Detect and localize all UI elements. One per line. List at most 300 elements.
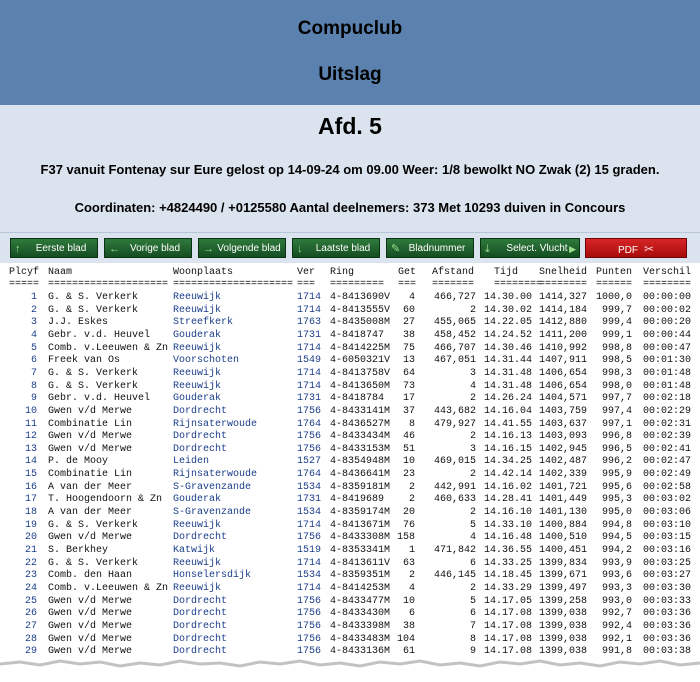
- section-title: Afd. 5: [318, 113, 382, 139]
- cell-residence[interactable]: Reeuwijk: [173, 519, 222, 531]
- cell-name[interactable]: T. Hoogendoorn & Zn: [48, 494, 163, 506]
- cell-name[interactable]: G. & S. Verkerk: [48, 380, 139, 392]
- cell-place: 19: [24, 519, 37, 531]
- cell-speed: 1403,093: [539, 431, 588, 443]
- cell-ring: 4-8413690V: [330, 292, 391, 303]
- cell-ring: 4-8433434M: [330, 431, 391, 443]
- cell-place: 2: [30, 304, 37, 316]
- cell-place: 20: [24, 532, 37, 544]
- cell-place: 21: [24, 545, 37, 556]
- arrow-up-icon: ↑: [15, 243, 21, 255]
- cell-speed: 1399,497: [539, 582, 588, 594]
- cell-points: 993,9: [601, 557, 632, 569]
- cell-points: 992,1: [601, 633, 632, 645]
- cell-name[interactable]: Comb. den Haan: [48, 570, 133, 582]
- cell-residence[interactable]: Rijnsaterwoude: [173, 469, 258, 481]
- cell-ring: 4-8433141M: [330, 405, 391, 417]
- col-ver: Ver: [297, 267, 316, 278]
- cell-residence[interactable]: Voorschoten: [173, 355, 240, 367]
- table-row: [0, 506, 700, 519]
- cell-arrival-time: 14.16.15: [484, 443, 533, 455]
- cell-difference: 00:03:06: [643, 507, 692, 519]
- cell-distance: 9: [469, 646, 476, 658]
- cell-speed: 1399,038: [539, 646, 588, 658]
- table-row: [0, 531, 700, 544]
- cell-difference: 00:03:36: [643, 633, 692, 645]
- cell-speed: 1402,339: [539, 469, 588, 481]
- cell-entered: 10: [402, 595, 415, 607]
- cell-residence[interactable]: Dordrecht: [173, 633, 228, 645]
- cell-entered: 73: [402, 380, 415, 392]
- cell-distance: 2: [469, 431, 476, 443]
- cell-club-number: 1714: [297, 380, 322, 392]
- cell-club-number: 1756: [297, 620, 322, 632]
- header-banner: [0, 0, 700, 105]
- cell-speed: 1401,130: [539, 507, 588, 519]
- cell-entered: 13: [402, 355, 415, 367]
- cell-name[interactable]: Gwen v/d Merwe: [48, 595, 133, 607]
- results-table: [0, 264, 700, 682]
- cell-ring: 4-8435008M: [330, 317, 391, 329]
- cell-points: 998,8: [601, 342, 632, 354]
- cell-ring: 4-8433477M: [330, 595, 391, 607]
- cell-arrival-time: 14.33.25: [484, 557, 533, 569]
- cell-place: 6: [30, 355, 37, 367]
- cell-arrival-time: 14.34.25: [484, 456, 533, 468]
- cell-entered: 158: [396, 532, 415, 544]
- cell-name[interactable]: G. & S. Verkerk: [48, 519, 139, 531]
- torn-edge: [0, 654, 700, 682]
- cell-name[interactable]: Freek van Os: [48, 355, 121, 367]
- cell-name[interactable]: Gebr. v.d. Heuvel: [48, 329, 151, 341]
- cell-ring: 4-8418747: [330, 329, 385, 341]
- cell-club-number: 1714: [297, 292, 322, 303]
- table-row: [0, 468, 700, 481]
- next-page-label: Volgende blad: [217, 243, 281, 254]
- col-naam: Naam: [48, 267, 73, 278]
- cell-arrival-time: 14.17.08: [484, 620, 533, 632]
- cell-club-number: 1731: [297, 393, 322, 405]
- cell-ring: 4-8413611V: [330, 557, 391, 569]
- cell-place: 26: [24, 608, 37, 620]
- cell-distance: 467,051: [433, 355, 476, 367]
- pdf-button[interactable]: [585, 238, 687, 258]
- cell-speed: 1399,038: [539, 608, 588, 620]
- cell-residence[interactable]: Rijnsaterwoude: [173, 418, 258, 430]
- cell-distance: 471,842: [433, 545, 476, 556]
- cell-club-number: 1714: [297, 582, 322, 594]
- cell-residence[interactable]: Katwijk: [173, 545, 216, 556]
- cell-difference: 00:02:31: [643, 418, 692, 430]
- cell-distance: 5: [469, 595, 476, 607]
- cell-ring: 4-8413758V: [330, 367, 391, 379]
- cell-residence[interactable]: Streefkerk: [173, 317, 234, 329]
- cell-club-number: 1534: [297, 507, 322, 519]
- cell-arrival-time: 14.31.48: [484, 367, 533, 379]
- cell-residence[interactable]: S-Gravenzande: [173, 481, 252, 493]
- cell-club-number: 1756: [297, 431, 322, 443]
- cell-ring: 4-8413650M: [330, 380, 391, 392]
- cell-distance: 4: [469, 532, 476, 544]
- cell-residence[interactable]: Dordrecht: [173, 620, 228, 632]
- next-page-button[interactable]: [198, 238, 286, 258]
- cell-distance: 442,991: [433, 481, 476, 493]
- cell-club-number: 1756: [297, 608, 322, 620]
- cell-name[interactable]: P. de Mooy: [48, 456, 109, 468]
- cell-place: 14: [24, 456, 37, 468]
- cell-place: 3: [30, 317, 37, 329]
- cell-arrival-time: 14.30.02: [484, 304, 533, 316]
- cell-ring: 4-8413671M: [330, 519, 391, 531]
- cell-residence[interactable]: Leiden: [173, 456, 210, 468]
- previous-page-button[interactable]: [104, 238, 192, 258]
- cell-ring: 4-8436527M: [330, 418, 391, 430]
- cell-ring: 4-6050321V: [330, 355, 391, 367]
- table-row: [0, 329, 700, 342]
- cell-points: 994,5: [601, 532, 632, 544]
- cell-difference: 00:01:48: [643, 380, 692, 392]
- cell-arrival-time: 14.42.14: [484, 469, 533, 481]
- cell-club-number: 1519: [297, 545, 322, 556]
- cell-distance: 8: [469, 633, 476, 645]
- cell-difference: 00:02:47: [643, 456, 692, 468]
- cell-residence[interactable]: Honselersdijk: [173, 570, 252, 582]
- cell-distance: 5: [469, 519, 476, 531]
- cell-place: 9: [30, 393, 37, 405]
- col-woonplaats: Woonplaats: [173, 267, 234, 278]
- cell-ring: 4-8433483M: [330, 633, 391, 645]
- cell-entered: 10: [402, 456, 415, 468]
- cell-place: 8: [30, 380, 37, 392]
- cell-name[interactable]: Gwen v/d Merwe: [48, 646, 133, 658]
- cell-difference: 00:03:27: [643, 570, 692, 582]
- flight-info: F37 vanuit Fontenay sur Eure gelost op 14-09-24 om 09.00 Weer: 1/8 bewolkt NO Zwak (2) 15 graden.: [40, 162, 660, 177]
- cell-club-number: 1756: [297, 532, 322, 544]
- arrow-left-icon: ←: [109, 243, 120, 255]
- cell-speed: 1400,451: [539, 545, 588, 556]
- col-plcyf: Plcyf: [9, 267, 40, 278]
- cell-points: 998,5: [601, 355, 632, 367]
- cell-arrival-time: 14.17.05: [484, 595, 533, 607]
- cell-distance: 2: [469, 507, 476, 519]
- cell-arrival-time: 14.18.45: [484, 570, 533, 582]
- cell-arrival-time: 14.16.13: [484, 431, 533, 443]
- cell-name[interactable]: G. & S. Verkerk: [48, 367, 139, 379]
- search-icon: ✎: [391, 243, 401, 255]
- cell-arrival-time: 14.17.08: [484, 646, 533, 658]
- cell-residence[interactable]: Dordrecht: [173, 608, 228, 620]
- cell-name[interactable]: G. & S. Verkerk: [48, 292, 139, 303]
- cell-distance: 6: [469, 608, 476, 620]
- underline-afstand: =======: [432, 279, 475, 290]
- cell-entered: 20: [402, 507, 415, 519]
- cell-arrival-time: 14.22.05: [484, 317, 533, 329]
- col-punten: Punten: [596, 267, 633, 278]
- cell-arrival-time: 14.16.10: [484, 507, 533, 519]
- cell-residence[interactable]: S-Gravenzande: [173, 507, 252, 519]
- cell-residence[interactable]: Dordrecht: [173, 431, 228, 443]
- underline-ver: ===: [297, 279, 316, 290]
- cell-club-number: 1731: [297, 329, 322, 341]
- cell-speed: 1407,911: [539, 355, 588, 367]
- cell-difference: 00:03:25: [643, 557, 692, 569]
- cell-speed: 1399,834: [539, 557, 588, 569]
- coordinates-info: Coordinaten: +4824490 / +0125580 Aantal deelnemers: 373 Met 10293 duiven in Concours: [74, 200, 626, 215]
- cell-name[interactable]: A van der Meer: [48, 507, 133, 519]
- cell-residence[interactable]: Dordrecht: [173, 646, 228, 658]
- cell-name[interactable]: Combinatie Lin: [48, 418, 133, 430]
- cell-place: 5: [30, 342, 37, 354]
- cell-club-number: 1756: [297, 646, 322, 658]
- cell-entered: 64: [402, 367, 415, 379]
- underline-tijd: ========: [494, 279, 543, 290]
- cell-residence[interactable]: Reeuwijk: [173, 342, 222, 354]
- cell-points: 999,4: [601, 317, 632, 329]
- cell-entered: 8: [408, 418, 415, 430]
- cell-residence[interactable]: Dordrecht: [173, 443, 228, 455]
- cell-ring: 4-8433308M: [330, 532, 391, 544]
- cell-difference: 00:02:29: [643, 405, 692, 417]
- cell-place: 11: [24, 418, 37, 430]
- cell-name[interactable]: G. & S. Verkerk: [48, 304, 139, 316]
- table-row: [0, 418, 700, 431]
- cell-club-number: 1714: [297, 367, 322, 379]
- cell-residence[interactable]: Reeuwijk: [173, 380, 222, 392]
- cell-points: 993,3: [601, 582, 632, 594]
- table-row: [0, 519, 700, 532]
- cell-place: 4: [30, 329, 37, 341]
- cell-place: 28: [24, 633, 37, 645]
- cell-name[interactable]: S. Berkhey: [48, 545, 109, 556]
- cell-name[interactable]: Gwen v/d Merwe: [48, 405, 133, 417]
- table-row: [0, 569, 700, 582]
- cell-name[interactable]: Gwen v/d Merwe: [48, 633, 133, 645]
- cell-entered: 60: [402, 304, 415, 316]
- cell-residence[interactable]: Reeuwijk: [173, 582, 222, 594]
- cell-difference: 00:03:02: [643, 494, 692, 506]
- cell-residence[interactable]: Dordrecht: [173, 595, 228, 607]
- cell-points: 999,7: [601, 304, 632, 316]
- cell-speed: 1401,449: [539, 494, 588, 506]
- cell-distance: 2: [469, 304, 476, 316]
- cell-difference: 00:02:49: [643, 469, 692, 481]
- cell-difference: 00:03:15: [643, 532, 692, 544]
- cell-speed: 1406,654: [539, 380, 588, 392]
- page-subtitle: Uitslag: [318, 64, 382, 85]
- cell-residence[interactable]: Gouderak: [173, 393, 222, 405]
- cell-name[interactable]: A van der Meer: [48, 481, 133, 493]
- cell-points: 997,4: [601, 405, 632, 417]
- page-number-button[interactable]: [386, 238, 474, 258]
- cell-distance: 460,633: [433, 494, 476, 506]
- cell-arrival-time: 14.16.02: [484, 481, 533, 493]
- cell-points: 996,8: [601, 431, 632, 443]
- cell-club-number: 1527: [297, 456, 322, 468]
- cell-entered: 17: [402, 393, 415, 405]
- cell-arrival-time: 14.33.10: [484, 519, 533, 531]
- cell-ring: 4-8359351M: [330, 570, 391, 582]
- col-verschil: Verschil: [643, 267, 692, 278]
- cell-distance: 3: [469, 443, 476, 455]
- cell-ring: 4-8359174M: [330, 507, 391, 519]
- cell-residence[interactable]: Dordrecht: [173, 532, 228, 544]
- cell-club-number: 1756: [297, 443, 322, 455]
- table-row: [0, 595, 700, 608]
- cell-club-number: 1714: [297, 557, 322, 569]
- last-page-button[interactable]: [292, 238, 380, 258]
- cell-entered: 2: [408, 570, 415, 582]
- cell-arrival-time: 14.24.52: [484, 329, 533, 341]
- cell-points: 997,7: [601, 393, 632, 405]
- cell-name[interactable]: Combinatie Lin: [48, 469, 133, 481]
- table-row: [0, 380, 700, 393]
- cell-arrival-time: 14.31.48: [484, 380, 533, 392]
- arrow-right-icon: →: [203, 243, 214, 255]
- underline-verschil: ========: [643, 279, 692, 290]
- cell-points: 995,6: [601, 481, 632, 493]
- cell-name[interactable]: Comb. v.Leeuwen & Zn: [48, 342, 169, 354]
- cell-club-number: 1534: [297, 481, 322, 493]
- cell-speed: 1400,884: [539, 519, 588, 531]
- cell-ring: 4-8413555V: [330, 304, 391, 316]
- cell-name[interactable]: G. & S. Verkerk: [48, 557, 139, 569]
- cell-arrival-time: 14.31.44: [484, 355, 533, 367]
- table-row: [0, 316, 700, 329]
- select-flight-button[interactable]: [480, 238, 580, 258]
- cell-entered: 51: [402, 443, 415, 455]
- cell-arrival-time: 14.30.00: [484, 292, 533, 303]
- cell-club-number: 1764: [297, 469, 322, 481]
- cell-ring: 4-8354948M: [330, 456, 391, 468]
- club-name: Compuclub: [297, 18, 403, 39]
- table-row: [0, 481, 700, 494]
- cell-entered: 76: [402, 519, 415, 531]
- cell-arrival-time: 14.30.46: [484, 342, 533, 354]
- table-row: [0, 304, 700, 317]
- cell-speed: 1414,184: [539, 304, 588, 316]
- cell-difference: 00:02:41: [643, 443, 692, 455]
- cell-distance: 7: [469, 620, 476, 632]
- cell-points: 998,3: [601, 367, 632, 379]
- cell-name[interactable]: Gwen v/d Merwe: [48, 431, 133, 443]
- cell-club-number: 1714: [297, 304, 322, 316]
- cell-residence[interactable]: Reeuwijk: [173, 292, 222, 303]
- cell-entered: 4: [408, 582, 415, 594]
- cell-residence[interactable]: Dordrecht: [173, 405, 228, 417]
- cell-points: 994,2: [601, 545, 632, 556]
- table-row: [0, 430, 700, 443]
- cell-points: 996,2: [601, 456, 632, 468]
- cell-entered: 75: [402, 342, 415, 354]
- cell-name[interactable]: Gwen v/d Merwe: [48, 443, 133, 455]
- table-row: [0, 633, 700, 646]
- cell-speed: 1412,880: [539, 317, 588, 329]
- cell-entered: 4: [408, 292, 415, 303]
- cell-name[interactable]: Gwen v/d Merwe: [48, 620, 133, 632]
- cell-club-number: 1714: [297, 519, 322, 531]
- underline-get: ===: [398, 279, 417, 290]
- cell-speed: 1401,721: [539, 481, 588, 493]
- col-ring: Ring: [330, 267, 355, 278]
- cell-residence[interactable]: Reeuwijk: [173, 557, 222, 569]
- cell-club-number: 1714: [297, 342, 322, 354]
- cell-name[interactable]: J.J. Eskes: [48, 317, 109, 329]
- cell-points: 995,0: [601, 507, 632, 519]
- cell-distance: 446,145: [433, 570, 476, 582]
- cell-speed: 1414,327: [539, 292, 588, 303]
- col-get: Get: [398, 267, 417, 278]
- cell-ring: 4-8359181M: [330, 481, 391, 493]
- cell-entered: 38: [402, 329, 415, 341]
- download-icon: ⤓: [485, 243, 490, 255]
- cell-name[interactable]: Gwen v/d Merwe: [48, 608, 133, 620]
- cell-name[interactable]: Gwen v/d Merwe: [48, 532, 133, 544]
- underline-ring: =========: [330, 279, 385, 290]
- table-row: [0, 455, 700, 468]
- cell-ring: 4-8433153M: [330, 443, 391, 455]
- cell-name[interactable]: Comb. v.Leeuwen & Zn: [48, 582, 169, 594]
- cell-points: 995,9: [601, 469, 632, 481]
- cell-name[interactable]: Gebr. v.d. Heuvel: [48, 393, 151, 405]
- cell-speed: 1399,038: [539, 633, 588, 645]
- cell-ring: 4-8433398M: [330, 620, 391, 632]
- previous-page-label: Vorige blad: [129, 243, 181, 254]
- cell-club-number: 1764: [297, 418, 322, 430]
- cell-points: 998,0: [601, 380, 632, 392]
- cell-residence[interactable]: Gouderak: [173, 494, 222, 506]
- cell-place: 27: [24, 620, 37, 632]
- cell-arrival-time: 14.33.29: [484, 582, 533, 594]
- table-row: [0, 544, 700, 557]
- cell-place: 25: [24, 595, 37, 607]
- underline-plcyf: =====: [9, 279, 40, 290]
- cell-ring: 4-8414225M: [330, 342, 391, 354]
- cell-residence[interactable]: Reeuwijk: [173, 304, 222, 316]
- table-row: [0, 620, 700, 633]
- cell-points: 993,0: [601, 595, 632, 607]
- cell-arrival-time: 14.17.08: [484, 608, 533, 620]
- cell-difference: 00:00:00: [643, 292, 692, 303]
- cell-arrival-time: 14.26.24: [484, 393, 533, 405]
- cell-place: 16: [24, 481, 37, 493]
- cell-points: 992,4: [601, 620, 632, 632]
- cell-ring: 4-8433430M: [330, 608, 391, 620]
- cell-ring: 4-8353341M: [330, 545, 391, 556]
- cell-distance: 466,727: [433, 292, 476, 303]
- table-row: [0, 405, 700, 418]
- cell-residence[interactable]: Gouderak: [173, 329, 222, 341]
- select-flight-label: Select. Vlucht: [506, 243, 568, 254]
- col-afstand: Afstand: [432, 267, 475, 278]
- cell-points: 996,5: [601, 443, 632, 455]
- cell-entered: 23: [402, 469, 415, 481]
- cell-club-number: 1549: [297, 355, 322, 367]
- underline-punten: ======: [596, 279, 633, 290]
- first-page-button[interactable]: [10, 238, 98, 258]
- cell-speed: 1411,200: [539, 329, 588, 341]
- cell-residence[interactable]: Reeuwijk: [173, 367, 222, 379]
- table-row: [0, 557, 700, 570]
- cell-distance: 2: [469, 469, 476, 481]
- cell-points: 994,8: [601, 519, 632, 531]
- cell-distance: 455,065: [433, 317, 476, 329]
- cell-ring: 4-8414253M: [330, 582, 391, 594]
- cell-points: 992,7: [601, 608, 632, 620]
- cell-entered: 27: [402, 317, 415, 329]
- cell-entered: 2: [408, 481, 415, 493]
- table-row: [0, 342, 700, 355]
- cell-difference: 00:02:58: [643, 481, 692, 493]
